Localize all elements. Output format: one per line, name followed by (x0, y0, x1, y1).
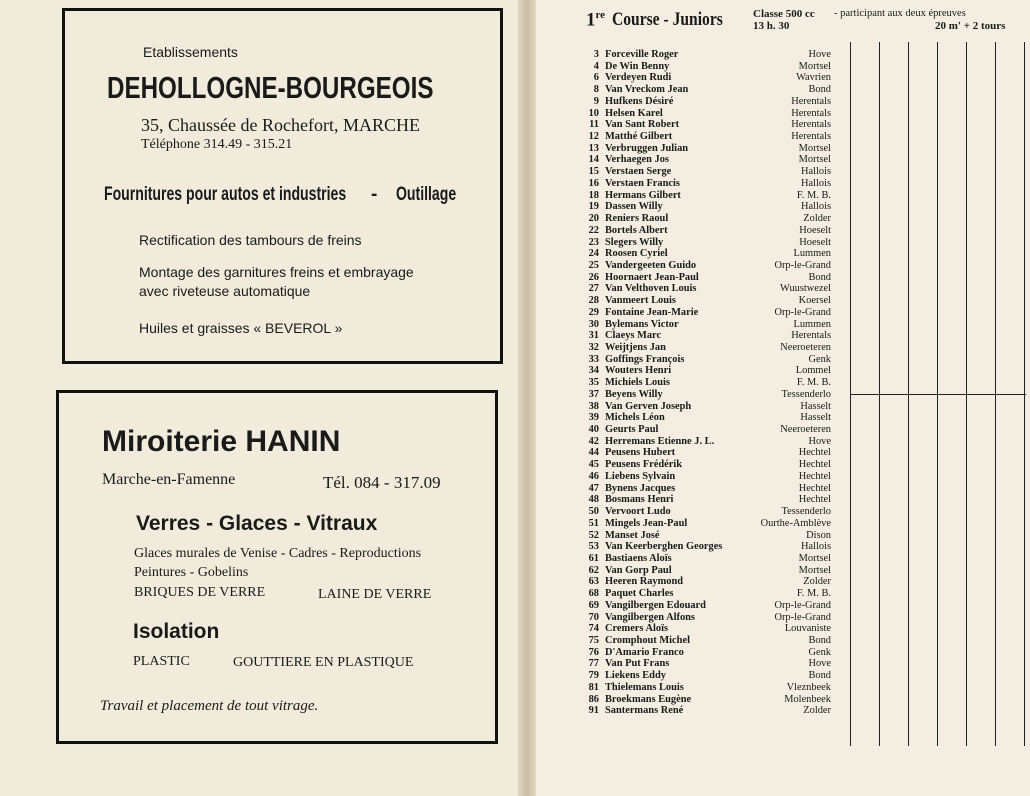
entry-row (583, 72, 833, 84)
entry-name: Vangilbergen Edouard (605, 599, 706, 611)
entry-club: Bond (808, 670, 831, 682)
entry-number: 16 (588, 177, 599, 189)
entry-number: 8 (593, 84, 599, 96)
entry-club: Hallois (800, 201, 831, 213)
entry-row (583, 389, 833, 401)
entry-number: 61 (588, 552, 599, 564)
entry-club: Lummen (793, 318, 831, 330)
entry-number: 32 (588, 342, 599, 353)
entry-name: Verdeyen Rudi (605, 72, 672, 84)
entry-club: Orp-le-Grand (774, 611, 831, 623)
entry-row (583, 459, 833, 471)
entry-club: Herentals (791, 95, 831, 107)
entry-club: Wuustwezel (780, 283, 831, 295)
entry-number: 35 (588, 377, 599, 389)
entry-row (583, 530, 833, 542)
entry-name: Geurts Paul (605, 424, 659, 436)
entry-number: 70 (588, 611, 599, 623)
entry-row (583, 494, 833, 506)
entry-name: Michels Léon (605, 412, 665, 424)
entry-club: Koersel (798, 295, 831, 307)
entry-club: Wavrien (796, 72, 831, 84)
advert1-service-1: Rectification des tambours de freins (139, 232, 362, 248)
entry-club: Hallois (800, 166, 831, 178)
entry-name: Bylemans Victor (605, 318, 679, 330)
entry-club: Hechtel (798, 494, 831, 506)
entry-name: Verbruggen Julian (605, 142, 689, 154)
entry-name: Mingels Jean-Paul (605, 517, 688, 529)
entry-row (583, 154, 833, 166)
entry-name: Peusens Frédérik (605, 459, 683, 471)
entry-club: Hasselt (800, 400, 831, 412)
entry-name: Thielemans Louis (605, 681, 684, 693)
entry-number: 22 (588, 224, 599, 236)
entry-club: Neeroeteren (780, 424, 831, 436)
entry-number: 23 (588, 236, 599, 248)
page-gutter (518, 0, 536, 796)
advert1-tagline-left: Fournitures pour autos et industries (104, 184, 347, 205)
entry-name: Van Put Frans (605, 658, 670, 670)
advert1-phone: Téléphone 314.49 - 315.21 (141, 137, 293, 152)
entry-number: 39 (588, 412, 599, 424)
entry-row (583, 201, 833, 213)
entry-club: Herentals (791, 119, 831, 131)
advert2-company: Miroiterie HANIN (102, 425, 341, 458)
advert1-service-2a: Montage des garnitures freins et embrayage (139, 264, 414, 280)
entry-row (583, 248, 833, 260)
race-ordinal: 1re (586, 9, 606, 31)
entry-club: Mortsel (798, 142, 831, 154)
entry-name: Liebens Sylvain (605, 470, 676, 482)
advert1-company: DEHOLLOGNE-BOURGEOIS (107, 70, 434, 105)
advert1-service-3: Huiles et graisses « BEVEROL » (139, 320, 343, 336)
entry-number: 51 (588, 517, 599, 529)
entry-name: Hermans Gilbert (605, 189, 681, 201)
entry-name: Cremers Aloïs (605, 623, 669, 635)
entry-number: 75 (588, 635, 599, 646)
entry-number: 77 (588, 658, 599, 670)
entry-club: Hoeselt (799, 236, 831, 248)
entry-row (583, 600, 833, 612)
entry-name: Bastiaens Aloïs (605, 552, 672, 564)
advert2-subhead: Isolation (133, 620, 220, 643)
entry-club: Hallois (800, 177, 831, 189)
entry-name: Van Gorp Paul (605, 564, 672, 576)
entry-row (583, 424, 833, 436)
entry-row (583, 225, 833, 237)
entry-number: 4 (593, 60, 599, 72)
entry-club: Hechtel (798, 470, 831, 482)
entry-row (583, 330, 833, 342)
entry-number: 40 (588, 424, 599, 436)
entry-number: 69 (588, 599, 599, 611)
advert2-phone: Tél. 084 - 317.09 (323, 473, 441, 492)
entry-name: Fontaine Jean-Marie (605, 306, 699, 318)
entry-name: Vanmeert Louis (605, 295, 676, 307)
advert1-tagline-separator: - (371, 184, 378, 205)
entry-row (583, 541, 833, 553)
entry-name: Beyens Willy (605, 388, 663, 400)
entry-club: F. M. B. (796, 189, 831, 201)
entry-row (583, 471, 833, 483)
entry-number: 53 (588, 541, 599, 553)
entry-row (583, 436, 833, 448)
entry-name: Wouters Henri (605, 365, 672, 377)
entry-name: De Win Benny (605, 60, 670, 72)
entry-number: 3 (593, 49, 599, 60)
entry-row (583, 553, 833, 565)
entry-club: Bond (808, 635, 831, 646)
advert2-line-1: Glaces murales de Venise - Cadres - Reproductions (134, 546, 422, 561)
entry-club: F. M. B. (796, 377, 831, 389)
entry-name: Van Gerven Joseph (605, 400, 692, 412)
entry-name: Roosen Cyriel (605, 248, 668, 260)
entry-club: Mortsel (798, 552, 831, 564)
entry-number: 76 (588, 646, 599, 658)
entry-club: Herentals (791, 131, 831, 143)
entry-club: Mortsel (798, 60, 831, 72)
entry-club: Louvaniste (784, 623, 831, 635)
entry-number: 28 (588, 295, 599, 307)
advert2-line-3b: LAINE DE VERRE (318, 587, 432, 602)
entry-row (583, 61, 833, 73)
entry-row (583, 682, 833, 694)
entry-club: F. M. B. (796, 588, 831, 600)
advert1-service-2b: avec riveteuse automatique (139, 283, 311, 299)
lap-grid-divider (850, 394, 1026, 395)
entry-row (583, 506, 833, 518)
entry-number: 74 (588, 623, 599, 635)
entry-name: Cromphout Michel (605, 635, 690, 646)
entry-number: 79 (588, 670, 599, 682)
entry-row (583, 576, 833, 588)
entry-row (583, 237, 833, 249)
race-time: 13 h. 30 (753, 20, 790, 32)
entry-number: 27 (588, 283, 599, 295)
entry-club: Molenbeek (784, 693, 831, 705)
entry-number: 19 (588, 201, 599, 213)
entry-name: Helsen Karel (605, 107, 663, 119)
entry-number: 18 (588, 189, 599, 201)
entry-name: Van Keerberghen Georges (605, 541, 723, 553)
entry-number: 47 (588, 482, 599, 494)
entry-name: Matthé Gilbert (605, 131, 673, 143)
entry-number: 10 (588, 107, 599, 119)
entry-number: 30 (588, 318, 599, 330)
entry-number: 63 (588, 576, 599, 588)
entry-name: Verstaen Francis (605, 177, 680, 189)
entry-row (583, 354, 833, 366)
entry-row (583, 84, 833, 96)
entry-name: Reniers Raoul (605, 213, 669, 225)
entry-row (583, 283, 833, 295)
entry-name: Dassen Willy (605, 201, 663, 213)
entry-number: 86 (588, 693, 599, 705)
entry-name: Paquet Charles (605, 588, 674, 600)
advert2-line-2: Peintures - Gobelins (134, 565, 249, 580)
entry-name: Hoornaert Jean-Paul (605, 271, 699, 283)
entry-name: Claeys Marc (605, 330, 662, 342)
entry-number: 37 (588, 388, 599, 400)
entry-name: Bosmans Henri (605, 494, 674, 506)
entry-row (583, 401, 833, 413)
entry-row (583, 190, 833, 202)
entry-row (583, 295, 833, 307)
entry-row (583, 143, 833, 155)
entry-number: 42 (588, 435, 599, 447)
entry-name: Broekmans Eugène (605, 693, 692, 705)
entry-name: Slegers Willy (605, 236, 664, 248)
entry-row (583, 319, 833, 331)
entry-number: 9 (593, 95, 599, 107)
entry-name: Van Velthoven Louis (605, 283, 697, 295)
advert2-footer: Travail et placement de tout vitrage. (100, 698, 319, 714)
entry-row (583, 647, 833, 659)
entry-number: 11 (589, 119, 599, 131)
advert1-tagline-right: Outillage (396, 184, 457, 205)
entry-club: Mortsel (798, 564, 831, 576)
race-title: Course - Juniors (612, 9, 723, 30)
entry-name: Weijtjens Jan (605, 342, 666, 353)
entry-club: Bond (808, 271, 831, 283)
race-format: 20 m' + 2 tours (935, 20, 1006, 32)
entry-club: Hoeselt (799, 224, 831, 236)
entry-number: 29 (588, 306, 599, 318)
entry-number: 50 (588, 506, 599, 518)
entry-club: Hove (808, 49, 831, 60)
entry-number: 34 (588, 365, 599, 377)
entry-number: 81 (588, 681, 599, 693)
entry-name: Michiels Louis (605, 377, 670, 389)
entry-number: 13 (588, 142, 599, 154)
entry-row (583, 178, 833, 190)
entry-club: Hechtel (798, 482, 831, 494)
entry-row (583, 483, 833, 495)
entry-club: Genk (808, 646, 831, 658)
entry-club: Lummen (793, 248, 831, 260)
entry-row (583, 518, 833, 530)
entry-row (583, 119, 833, 131)
entry-club: Dison (806, 529, 831, 541)
entry-number: 68 (588, 588, 599, 600)
entry-number: 25 (588, 259, 599, 271)
entry-club: Herentals (791, 330, 831, 342)
entry-club: Hasselt (800, 412, 831, 424)
entry-number: 20 (588, 213, 599, 225)
entry-name: Santermans René (605, 705, 684, 717)
advert2-city: Marche-en-Famenne (102, 471, 236, 488)
entry-club: Genk (808, 353, 831, 365)
entry-name: Herremans Etienne J. L. (605, 435, 715, 447)
entry-name: Manset José (605, 529, 660, 541)
entry-number: 48 (588, 494, 599, 506)
advert2-line-3a: BRIQUES DE VERRE (134, 585, 266, 600)
entry-club: Orp-le-Grand (774, 259, 831, 271)
entry-club: Orp-le-Grand (774, 599, 831, 611)
entry-club: Orp-le-Grand (774, 306, 831, 318)
entry-name: Heeren Raymond (605, 576, 684, 588)
entry-club: Tessenderlo (781, 388, 831, 400)
entry-number: 62 (588, 564, 599, 576)
advert1-address: 35, Chaussée de Rochefort, MARCHE (141, 115, 420, 135)
entry-club: Neeroeteren (780, 342, 831, 353)
entry-row (583, 670, 833, 682)
entry-number: 26 (588, 271, 599, 283)
entry-number: 24 (588, 248, 599, 260)
entry-number: 38 (588, 400, 599, 412)
race-note: - participant aux deux épreuves (834, 8, 966, 19)
entry-number: 52 (588, 529, 599, 541)
entry-row (583, 377, 833, 389)
entry-number: 91 (588, 705, 599, 717)
entry-row (583, 635, 833, 647)
entry-club: Hove (808, 658, 831, 670)
entry-club: Hechtel (798, 447, 831, 459)
entry-name: D'Amario Franco (605, 646, 684, 658)
entry-name: Bynens Jacques (605, 482, 676, 494)
entry-club: Hechtel (798, 459, 831, 471)
entry-club: Tessenderlo (781, 506, 831, 518)
entry-row (583, 588, 833, 600)
entry-club: Mortsel (798, 154, 831, 166)
entry-row (583, 412, 833, 424)
entry-row (583, 365, 833, 377)
entry-number: 33 (588, 353, 599, 365)
entry-row (583, 260, 833, 272)
entry-row (583, 96, 833, 108)
entry-number: 6 (593, 72, 599, 84)
entry-row (583, 694, 833, 706)
entry-club: Zolder (803, 213, 831, 225)
entry-name: Verhaegen Jos (605, 154, 669, 166)
entry-club: Herentals (791, 107, 831, 119)
entry-name: Hufkens Désiré (605, 95, 674, 107)
entry-club: Bond (808, 84, 831, 96)
advert1-kicker: Etablissements (143, 44, 238, 60)
entry-row (583, 49, 833, 61)
entry-number: 14 (588, 154, 599, 166)
entry-club: Zolder (803, 576, 831, 588)
entry-club: Hallois (800, 541, 831, 553)
entry-number: 12 (588, 131, 599, 143)
entry-row (583, 272, 833, 284)
entry-row (583, 565, 833, 577)
entry-name: Liekens Eddy (605, 670, 666, 682)
entry-name: Vangilbergen Alfons (605, 611, 695, 623)
entry-name: Forceville Roger (605, 49, 679, 60)
entry-row (583, 166, 833, 178)
race-class: Classe 500 cc (753, 8, 815, 20)
entry-club: Hove (808, 435, 831, 447)
entry-row (583, 307, 833, 319)
entry-number: 46 (588, 470, 599, 482)
entry-row (583, 612, 833, 624)
entry-club: Ourthe-Amblève (760, 517, 831, 529)
entry-name: Vervoort Ludo (605, 506, 671, 518)
entry-name: Van Vreckom Jean (605, 84, 689, 96)
entry-club: Lommel (795, 365, 831, 377)
advert2-line-4b: GOUTTIERE EN PLASTIQUE (233, 655, 414, 670)
entry-row (583, 705, 833, 717)
entry-number: 45 (588, 459, 599, 471)
advert2-headline: Verres - Glaces - Vitraux (136, 512, 378, 535)
entry-name: Vandergeeten Guido (605, 259, 697, 271)
entry-name: Van Sant Robert (605, 119, 680, 131)
entry-number: 44 (588, 447, 599, 459)
entry-name: Goffings François (605, 353, 685, 365)
entry-row (583, 108, 833, 120)
entry-row (583, 213, 833, 225)
entry-club: Vleznbeek (786, 681, 831, 693)
entry-number: 31 (588, 330, 599, 342)
entry-name: Peusens Hubert (605, 447, 676, 459)
entry-row (583, 447, 833, 459)
entry-club: Zolder (803, 705, 831, 717)
entry-number: 15 (588, 166, 599, 178)
advert2-line-4a: PLASTIC (133, 654, 190, 669)
entry-name: Bortels Albert (605, 224, 668, 236)
entry-row (583, 623, 833, 635)
entry-row (583, 131, 833, 143)
entry-row (583, 342, 833, 354)
entry-row (583, 658, 833, 670)
entry-name: Verstaen Serge (605, 166, 672, 178)
